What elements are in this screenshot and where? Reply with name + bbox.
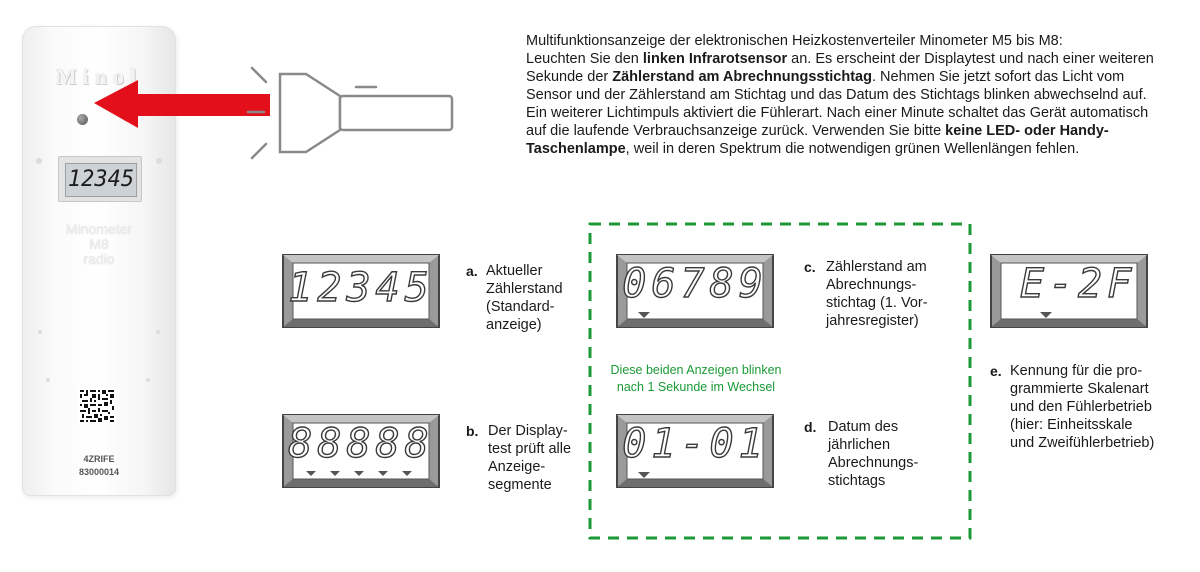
- panel-e-caption: [990, 362, 1154, 452]
- device-code-line: 83000014: [78, 467, 120, 477]
- panel-d-caption: [804, 418, 918, 490]
- blink-note-line: nach 1 Sekunde im Wechsel: [616, 380, 776, 394]
- light-ray-icon: [252, 144, 266, 158]
- caption-line: Anzeige-: [488, 459, 546, 475]
- caption-line: stichtags: [828, 473, 886, 489]
- lcd-digits: 01-01: [622, 421, 768, 467]
- panel-a-caption: [466, 262, 563, 334]
- caption-line: Abrechnungs-: [828, 455, 919, 471]
- lcd-digits: E-2F: [1019, 261, 1137, 307]
- infrared-sensor: [77, 114, 88, 125]
- light-ray-icon: [252, 68, 266, 82]
- device-screw: [156, 158, 162, 164]
- caption-line: und den Fühlerbetrieb: [1010, 399, 1152, 415]
- caption-line: Kennung für die pro-: [1010, 363, 1143, 379]
- lcd-panel-b: [282, 414, 440, 488]
- device-model-line: radio: [83, 251, 115, 267]
- caption-line: Zählerstand am: [826, 259, 927, 275]
- caption-line: segmente: [488, 477, 552, 493]
- description-part: , weil in deren Spektrum die notwendigen grünen Wellenlängen fehlen.: [625, 141, 1080, 157]
- device-screw: [38, 330, 42, 334]
- device-screw: [46, 378, 50, 382]
- lcd-digits: 06789: [622, 261, 768, 307]
- caption-letter: d.: [804, 419, 817, 435]
- description-bold: Zählerstand am Abrechnungsstichtag: [612, 69, 872, 85]
- caption-letter: e.: [990, 363, 1002, 379]
- caption-line: Zählerstand: [486, 281, 563, 297]
- panel-b-caption: [466, 422, 571, 494]
- lcd-panel-a: [282, 254, 440, 328]
- caption-line: Der Display-: [488, 423, 568, 439]
- lcd-digits: 12345: [288, 265, 434, 311]
- caption-line: Aktueller: [486, 263, 543, 279]
- description-intro: Multifunktionsanzeige der elektronischen Heizkostenverteiler Minometer M5 bis M8:: [526, 33, 1063, 49]
- caption-line: stichtag (1. Vor-: [826, 295, 928, 311]
- lcd-digits: 88888: [288, 421, 434, 467]
- description-bold: keine LED- oder Handy-Taschenlampe: [526, 123, 1109, 157]
- description-part: an. Es erscheint der Displaytest und nach einer weiteren Sekunde der: [526, 51, 1154, 85]
- caption-line: Abrechnungs-: [826, 277, 917, 293]
- blink-note: [596, 362, 796, 396]
- caption-letter: c.: [804, 259, 816, 275]
- device-brand-logo: Minol: [55, 64, 143, 89]
- caption-line: anzeige): [486, 317, 542, 333]
- device-model-line: Minometer: [65, 221, 133, 237]
- device-model-text: [22, 222, 176, 267]
- caption-line: und Zweifühlerbetrieb): [1010, 435, 1155, 451]
- panel-c-caption: [804, 258, 928, 330]
- device-screw: [36, 158, 42, 164]
- flashlight-icon: [244, 60, 460, 170]
- description-bold: linken Infrarotsensor: [642, 51, 788, 67]
- description-part: Leuchten Sie den: [526, 51, 643, 67]
- caption-letter: a.: [466, 263, 478, 279]
- lcd-panel-e: [990, 254, 1148, 328]
- caption-line: (Standard-: [486, 299, 555, 315]
- caption-line: Datum des: [828, 419, 899, 435]
- device-code-line: 4ZRIFE: [83, 454, 115, 464]
- caption-line: jährlichen: [828, 437, 891, 453]
- caption-line: test prüft alle: [488, 441, 572, 457]
- caption-letter: b.: [466, 423, 479, 439]
- lcd-panel-c: [616, 254, 774, 328]
- description-part: . Nehmen Sie jetzt sofort das Licht vom Sensor und der Zählerstand am Stichtag und das Datum des Stichtags blinken abwechselnd auf. Ein weiterer Lichtimpuls aktiviert die Fühlerart. Nach einer Minute schaltet das Gerät automatisch auf die laufende Verbrauchsanzeige zurück. Verwenden Sie bitte: [526, 69, 1149, 139]
- description-text: [526, 32, 1166, 158]
- lcd-panel-d: [616, 414, 774, 488]
- blink-note-line: Diese beiden Anzeigen blinken: [610, 363, 782, 377]
- qr-code-icon: [78, 388, 116, 424]
- caption-line: (hier: Einheitsskale: [1010, 417, 1133, 433]
- device-display-value: 12345: [65, 163, 137, 197]
- caption-line: grammierte Skalenart: [1010, 381, 1149, 397]
- device-display: [58, 156, 142, 202]
- device-screw: [156, 330, 160, 334]
- device-screw: [146, 378, 150, 382]
- device-model-line: M8: [89, 236, 109, 252]
- caption-line: jahresregister): [826, 313, 919, 329]
